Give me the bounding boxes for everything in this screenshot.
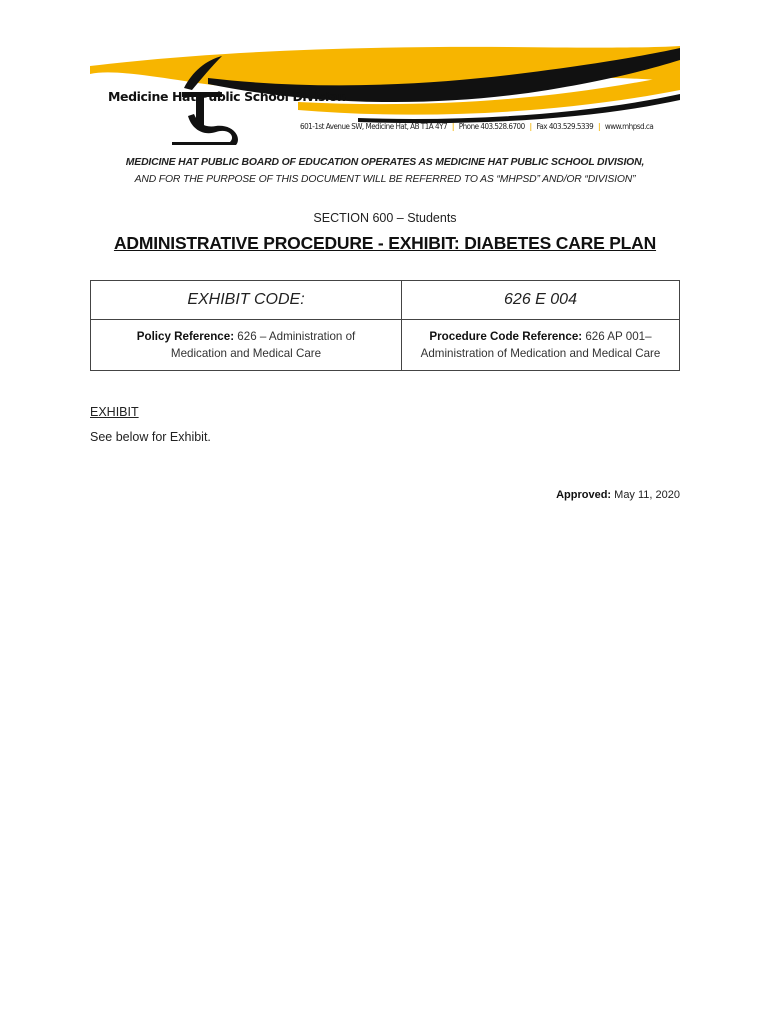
policy-reference-cell: [91, 320, 402, 371]
phone: Phone 403.528.6700: [458, 122, 525, 131]
approved-label: Approved:: [556, 489, 612, 501]
codes-table: [90, 280, 680, 371]
contact-separator: |: [597, 122, 601, 131]
exhibit-code-value: 626 E 004: [402, 281, 680, 320]
procedure-reference-value-line2: Administration of Medication and Medical Care: [420, 347, 661, 360]
policy-reference-value-line2: Medication and Medical Care: [170, 347, 322, 360]
section-heading: SECTION 600 – Students: [313, 211, 457, 225]
address: 601-1st Avenue SW, Medicine Hat, AB T1A 4Y7: [300, 122, 448, 131]
table-row: [91, 320, 680, 371]
contact-separator: |: [529, 122, 532, 131]
policy-reference-label: Policy Reference:: [136, 330, 235, 343]
contact-line: [300, 122, 653, 131]
website: www.mhpsd.ca: [604, 122, 654, 131]
procedure-reference-label: Procedure Code Reference:: [429, 330, 583, 343]
fax: Fax 403.529.5339: [536, 122, 594, 131]
board-note-line2: AND FOR THE PURPOSE OF THIS DOCUMENT WILL BE REFERRED TO AS “MHPSD” AND/OR “DIVISION”: [134, 174, 636, 185]
exhibit-heading: EXHIBIT: [90, 405, 139, 419]
exhibit-text: See below for Exhibit.: [90, 430, 211, 444]
table-row: [91, 281, 680, 320]
procedure-reference-value: 626 AP 001–: [585, 330, 652, 343]
org-name: Medicine Hat Public School Division: [108, 89, 346, 104]
document-title: ADMINISTRATIVE PROCEDURE - EXHIBIT: DIABETES CARE PLAN: [113, 233, 657, 253]
procedure-reference-cell: [402, 320, 680, 371]
policy-reference-value: 626 – Administration of: [237, 330, 356, 343]
approved-date: May 11, 2020: [614, 489, 680, 501]
letterhead: [88, 44, 682, 154]
exhibit-code-label: EXHIBIT CODE:: [91, 281, 402, 320]
contact-separator: |: [451, 122, 454, 131]
approved-line: [556, 489, 680, 501]
board-note-line1: MEDICINE HAT PUBLIC BOARD OF EDUCATION OPERATES AS MEDICINE HAT PUBLIC SCHOOL DIVISION,: [125, 157, 645, 168]
